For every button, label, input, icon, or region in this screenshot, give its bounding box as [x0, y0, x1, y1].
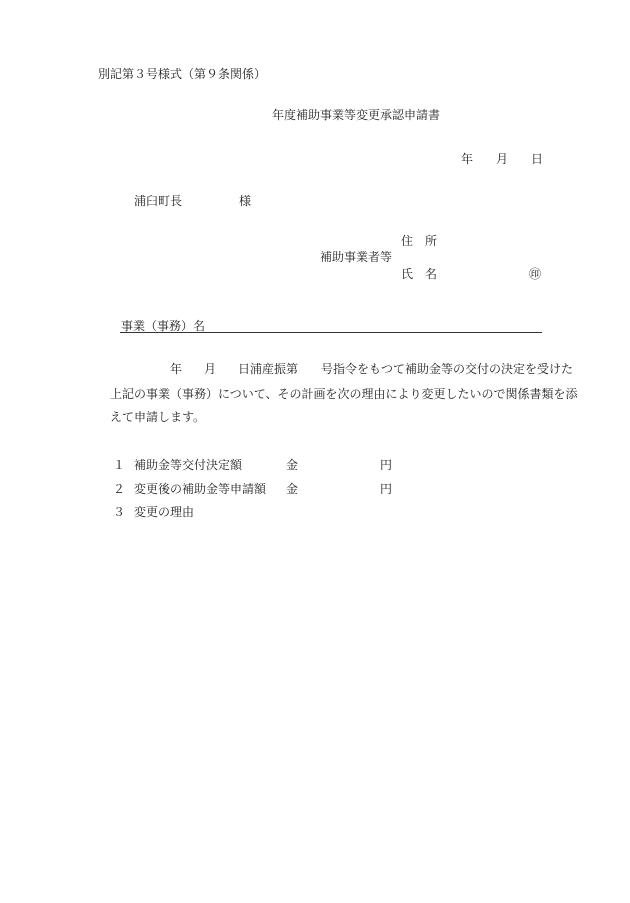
- addressee-name: 浦臼町長: [134, 194, 183, 208]
- name-label: 氏 名: [401, 267, 438, 281]
- seal-mark: ㊞: [529, 267, 542, 281]
- applicant-role: 補助事業者等: [320, 250, 393, 264]
- date-year: 年: [461, 152, 474, 166]
- body-year: 年: [170, 362, 183, 376]
- body-line2: 上記の事業（事務）について、その計画を次の理由により変更したいので関係書類を添: [110, 387, 578, 401]
- item-number: ２: [113, 482, 126, 496]
- date-day: 日: [531, 152, 544, 166]
- address-label: 住 所: [401, 234, 438, 248]
- body-month: 月: [204, 362, 217, 376]
- item-label: 変更の理由: [134, 505, 195, 519]
- item-label: 補助金等交付決定額: [134, 458, 243, 472]
- item-prefix: 金: [286, 458, 299, 472]
- body-line1-rest: 号指令をもつて補助金等の交付の決定を受けた: [321, 362, 574, 376]
- item-prefix: 金: [286, 482, 299, 496]
- addressee-honorific: 様: [239, 194, 252, 208]
- project-name-line: [120, 332, 542, 333]
- body-day-ref: 日浦産振第: [238, 362, 299, 376]
- item-number: ３: [113, 505, 126, 519]
- item-number: １: [113, 458, 126, 472]
- item-unit: 円: [380, 482, 393, 496]
- item-unit: 円: [380, 458, 393, 472]
- body-line3: えて申請します。: [110, 410, 206, 424]
- project-name-label: 事業（事務）名: [121, 319, 206, 333]
- form-reference: 別記第３号様式（第９条関係）: [98, 67, 267, 81]
- date-month: 月: [496, 152, 509, 166]
- document-title: 年度補助事業等変更承認申請書: [272, 108, 441, 122]
- item-label: 変更後の補助金等申請額: [134, 482, 267, 496]
